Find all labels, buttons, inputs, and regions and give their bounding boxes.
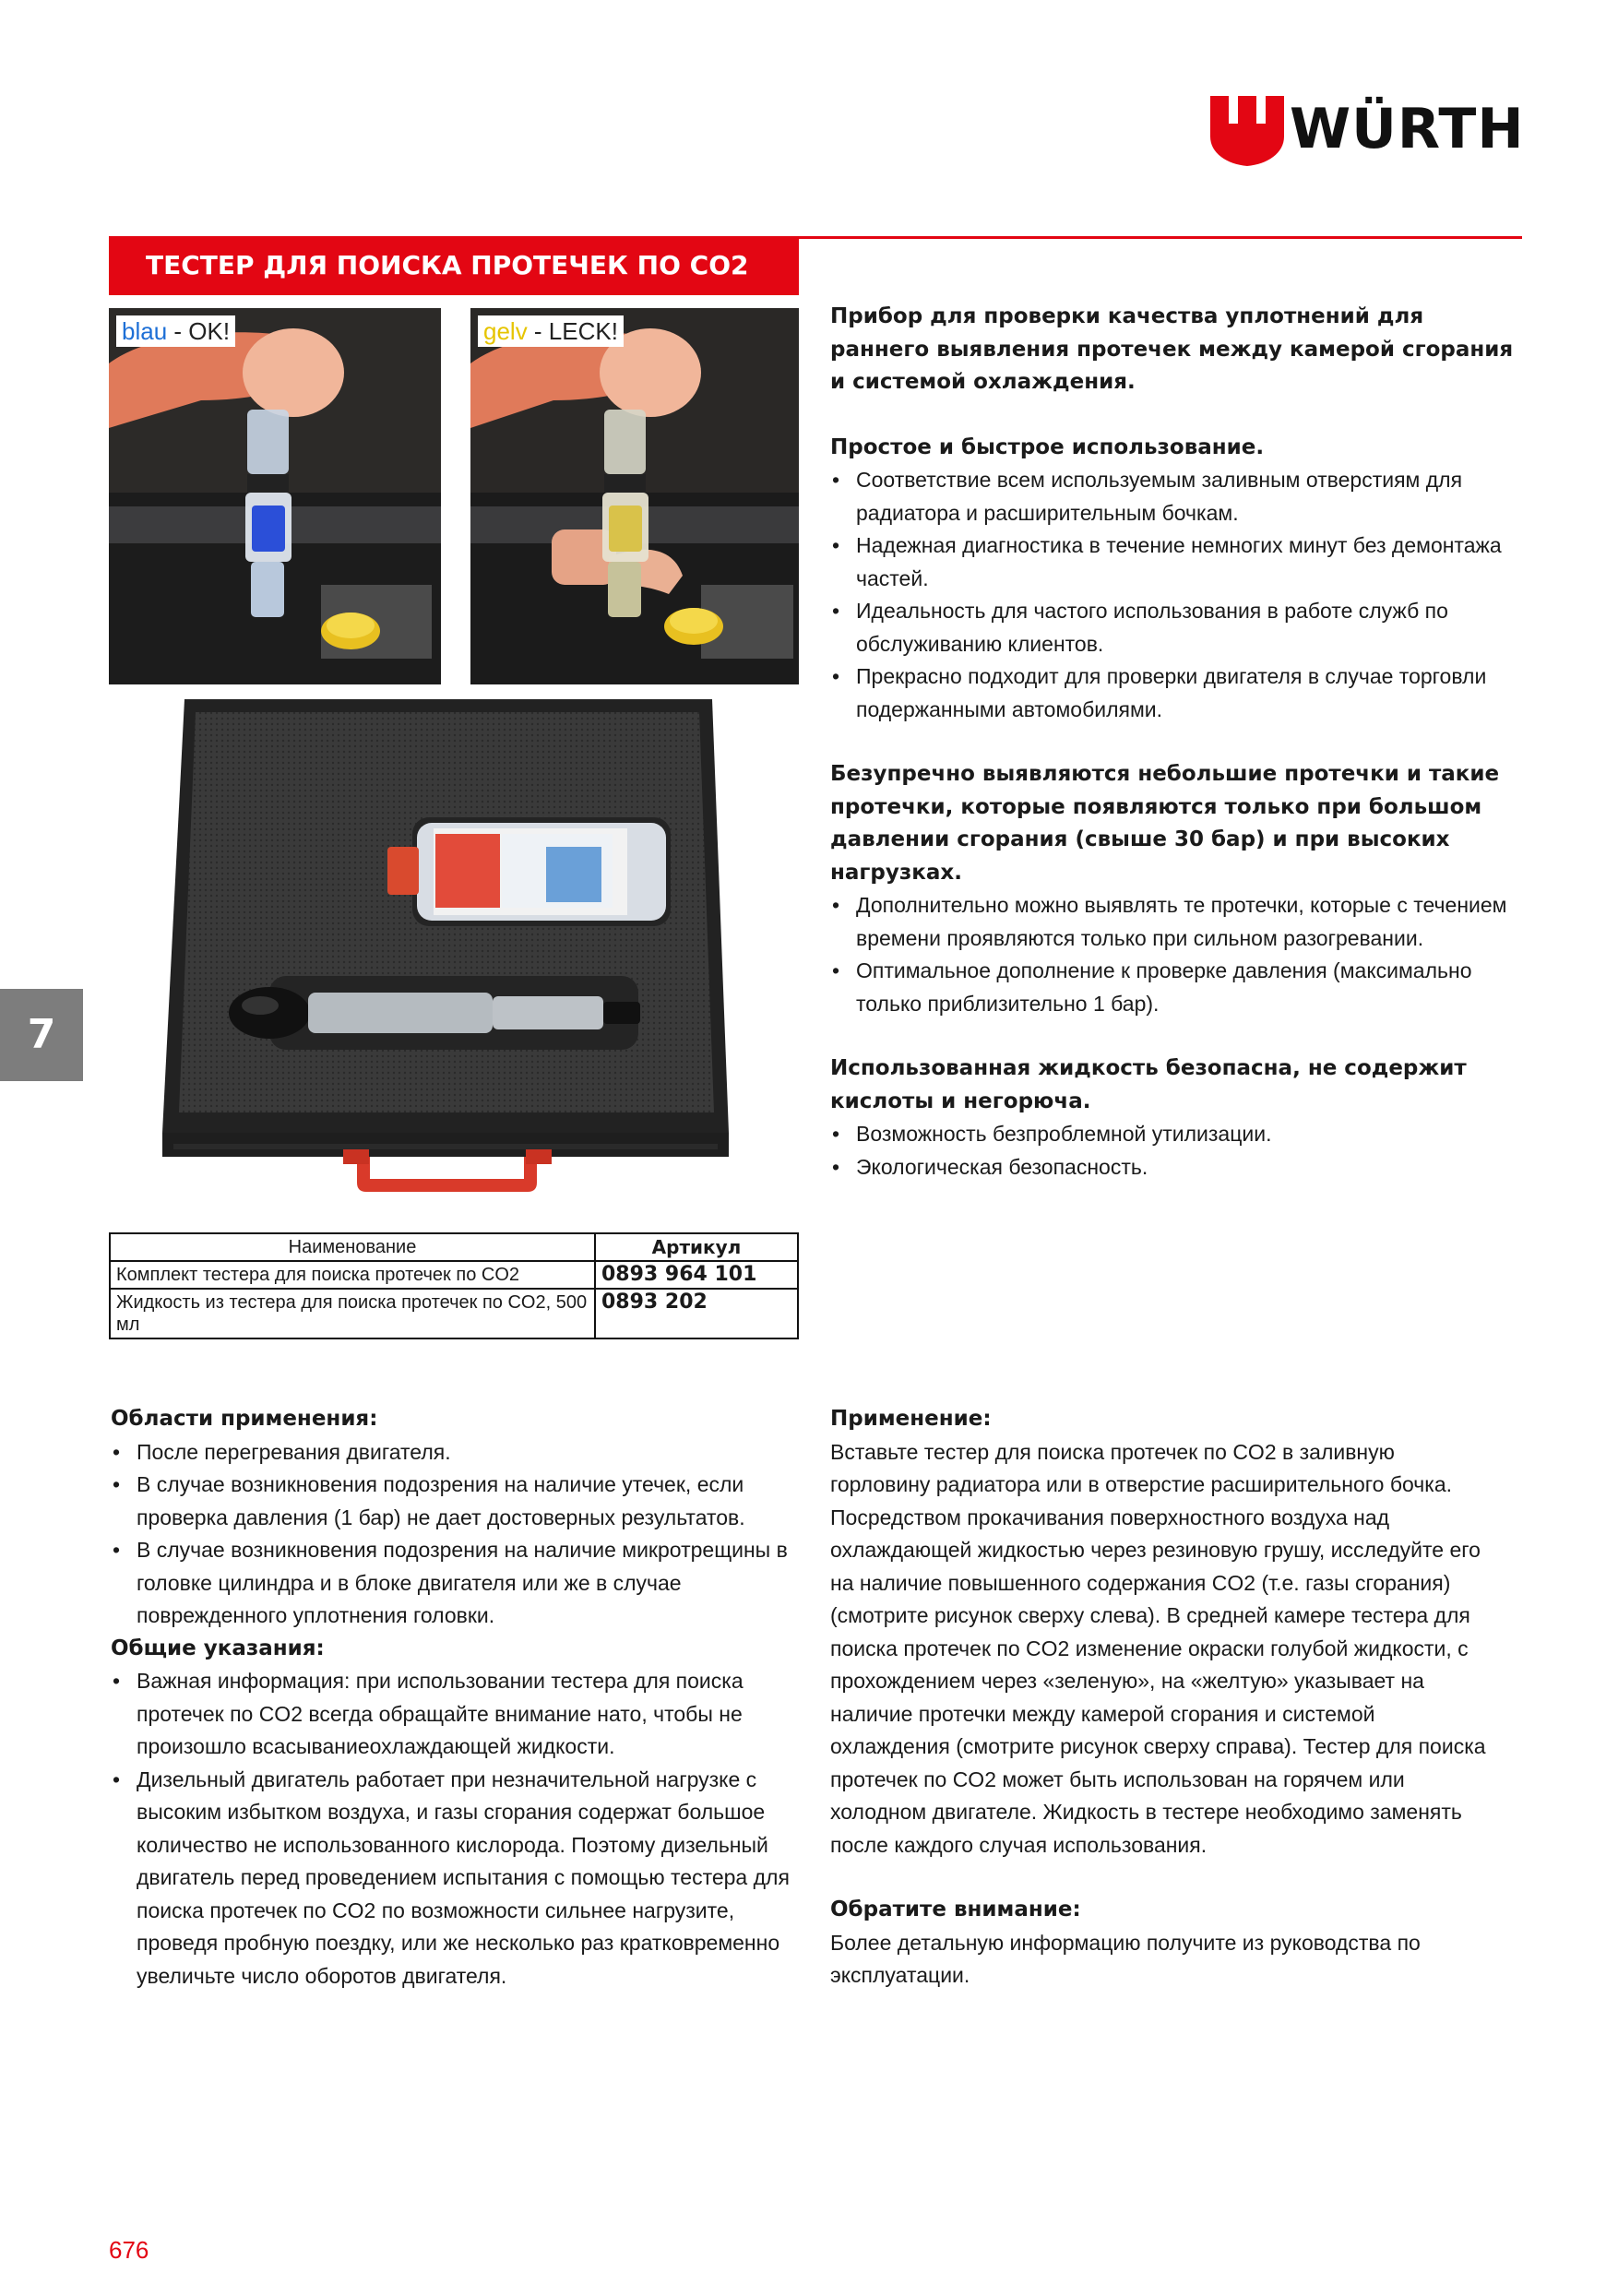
section-heading: Применение: (830, 1407, 992, 1431)
applications-list (111, 1436, 801, 1633)
photo-blue-ok (109, 308, 441, 684)
section-heading: Безупречно выявляются небольшие протечки и такие протечки, которые появляются только при большом давлении сгорания (свыше 30 бар) и при высоких нагрузках. (830, 762, 1500, 885)
photo-label (116, 315, 235, 347)
feature-list (830, 1118, 1524, 1184)
feature-list (830, 464, 1524, 726)
list-item: • Надежная диагностика в течение немногих минут без демонтажа частей. (830, 529, 1524, 595)
product-table (109, 1232, 799, 1339)
table-cell-name: Жидкость из тестера для поиска протечек по CO2, 500 мл (110, 1289, 595, 1338)
list-item: • Соответствие всем используемым заливным отверстиям для радиатора и расширительным бочкам. (830, 464, 1524, 529)
table-row (110, 1261, 798, 1289)
intro-text: Прибор для проверки качества уплотнений для раннего выявления протечек между камерой сгорания и системой охлаждения. (830, 304, 1514, 394)
wurth-logo (1210, 96, 1524, 170)
list-item: • Экологическая безопасность. (830, 1151, 1524, 1184)
usage-text: Вставьте тестер для поиска протечек по CO2 в заливную горловину радиатора или в отверстие расширительного бочка. Посредством прокачивания поверхностного воздуха над охлаждающей жидкостью через резиновую грушу, исследуйте его на наличие повышенного содержания CO2 (т.е. газы сгорания) (смотрите рисунок сверху слева). В средней камере тестера для поиска протечек по CO2 изменение окраски голубой жидкости, с прохождением через «зеленую», на «желтую» указывает на наличие протечки между камерой сгорания и системой охлаждения (смотрите рисунок сверху справа). Тестер для поиска протечек по CO2 может быть использован на горячем или холодном двигателе. Жидкость в тестере необходимо заменять после каждого случая использования. (830, 1439, 1486, 1857)
list-item: • Прекрасно подходит для проверки двигателя в случае торговли подержанными автомобилями. (830, 660, 1524, 726)
general-notes-list (111, 1665, 801, 1993)
list-item: • После перегревания двигателя. (111, 1436, 801, 1469)
list-item: • В случае возникновения подозрения на наличие микротрещины в головке цилиндра и в блоке двигателя или же в случае поврежденного уплотнения головки. (111, 1534, 801, 1633)
right-column (830, 301, 1524, 1184)
case-illustration (159, 699, 731, 1197)
table-cell-article: 0893 202 (595, 1289, 798, 1338)
section-heading: Обратите внимание: (830, 1897, 1081, 1921)
section-heading: Области применения: (111, 1407, 378, 1431)
tester-kit-case-image (159, 699, 731, 1197)
list-item: • Дизельный двигатель работает при незначительной нагрузке с высоким избытком воздуха, и газы сгорания содержат большое количество не использованного кислорода. Поэтому дизельный двигатель перед проведением испытания с помощью тестера для поиска протечек по CO2 по возможности сильнее нагрузите, проведя пробную поездку, или же несколько раз кратковременно увеличьте число оборотов двигателя. (111, 1764, 801, 1993)
chapter-tab: 7 (0, 989, 83, 1081)
wurth-logo-mark-icon (1210, 96, 1284, 166)
table-header-article: Артикул (595, 1233, 798, 1261)
blue-word: blau (122, 317, 168, 345)
list-item: • Дополнительно можно выявлять те протечки, которые с течением времени проявляются только при сильном разогревании. (830, 889, 1524, 955)
ok-word: - OK! (167, 317, 231, 345)
table-row (110, 1289, 798, 1338)
section-heading: Использованная жидкость безопасна, не содержит кислоты и негорюча. (830, 1056, 1467, 1113)
page-number: 676 (109, 2236, 149, 2264)
photo-label (478, 315, 624, 347)
right-bottom-column (830, 1403, 1496, 1993)
section-heading: Простое и быстрое использование. (830, 434, 1265, 459)
section-title-bar (109, 236, 799, 295)
table-cell-name: Комплект тестера для поиска протечек по CO2 (110, 1261, 595, 1289)
left-bottom-column (111, 1403, 801, 1993)
list-item: • Оптимальное дополнение к проверке давления (максимально только приблизительно 1 бар). (830, 955, 1524, 1020)
page-title: ТЕСТЕР ДЛЯ ПОИСКА ПРОТЕЧЕК ПО CO2 (146, 250, 749, 280)
photo-yellow-leak (470, 308, 799, 684)
table-header-name: Наименование (110, 1233, 595, 1261)
list-item: • Важная информация: при использовании тестера для поиска протечек по CO2 всегда обращайте внимание нато, чтобы не произошло всасываниеохлаждающей жидкости. (111, 1665, 801, 1764)
section-heading: Общие указания: (111, 1636, 325, 1660)
table-cell-article: 0893 964 101 (595, 1261, 798, 1289)
feature-list (830, 889, 1524, 1020)
header-rule (799, 236, 1522, 239)
list-item: • Идеальность для частого использования в работе служб по обслуживанию клиентов. (830, 595, 1524, 660)
list-item: • Возможность безпроблемной утилизации. (830, 1118, 1524, 1151)
table-header-row (110, 1233, 798, 1261)
leck-word: - LECK! (527, 317, 618, 345)
note-text: Более детальную информацию получите из руководства по эксплуатации. (830, 1930, 1421, 1987)
list-item: • В случае возникновения подозрения на наличие утечек, если проверка давления (1 бар) не дает достоверных результатов. (111, 1469, 801, 1534)
yellow-word: gelv (483, 317, 528, 345)
engine-photo-image (109, 308, 441, 684)
engine-photo-image (470, 308, 799, 684)
brand-name: WÜRTH (1290, 97, 1525, 161)
